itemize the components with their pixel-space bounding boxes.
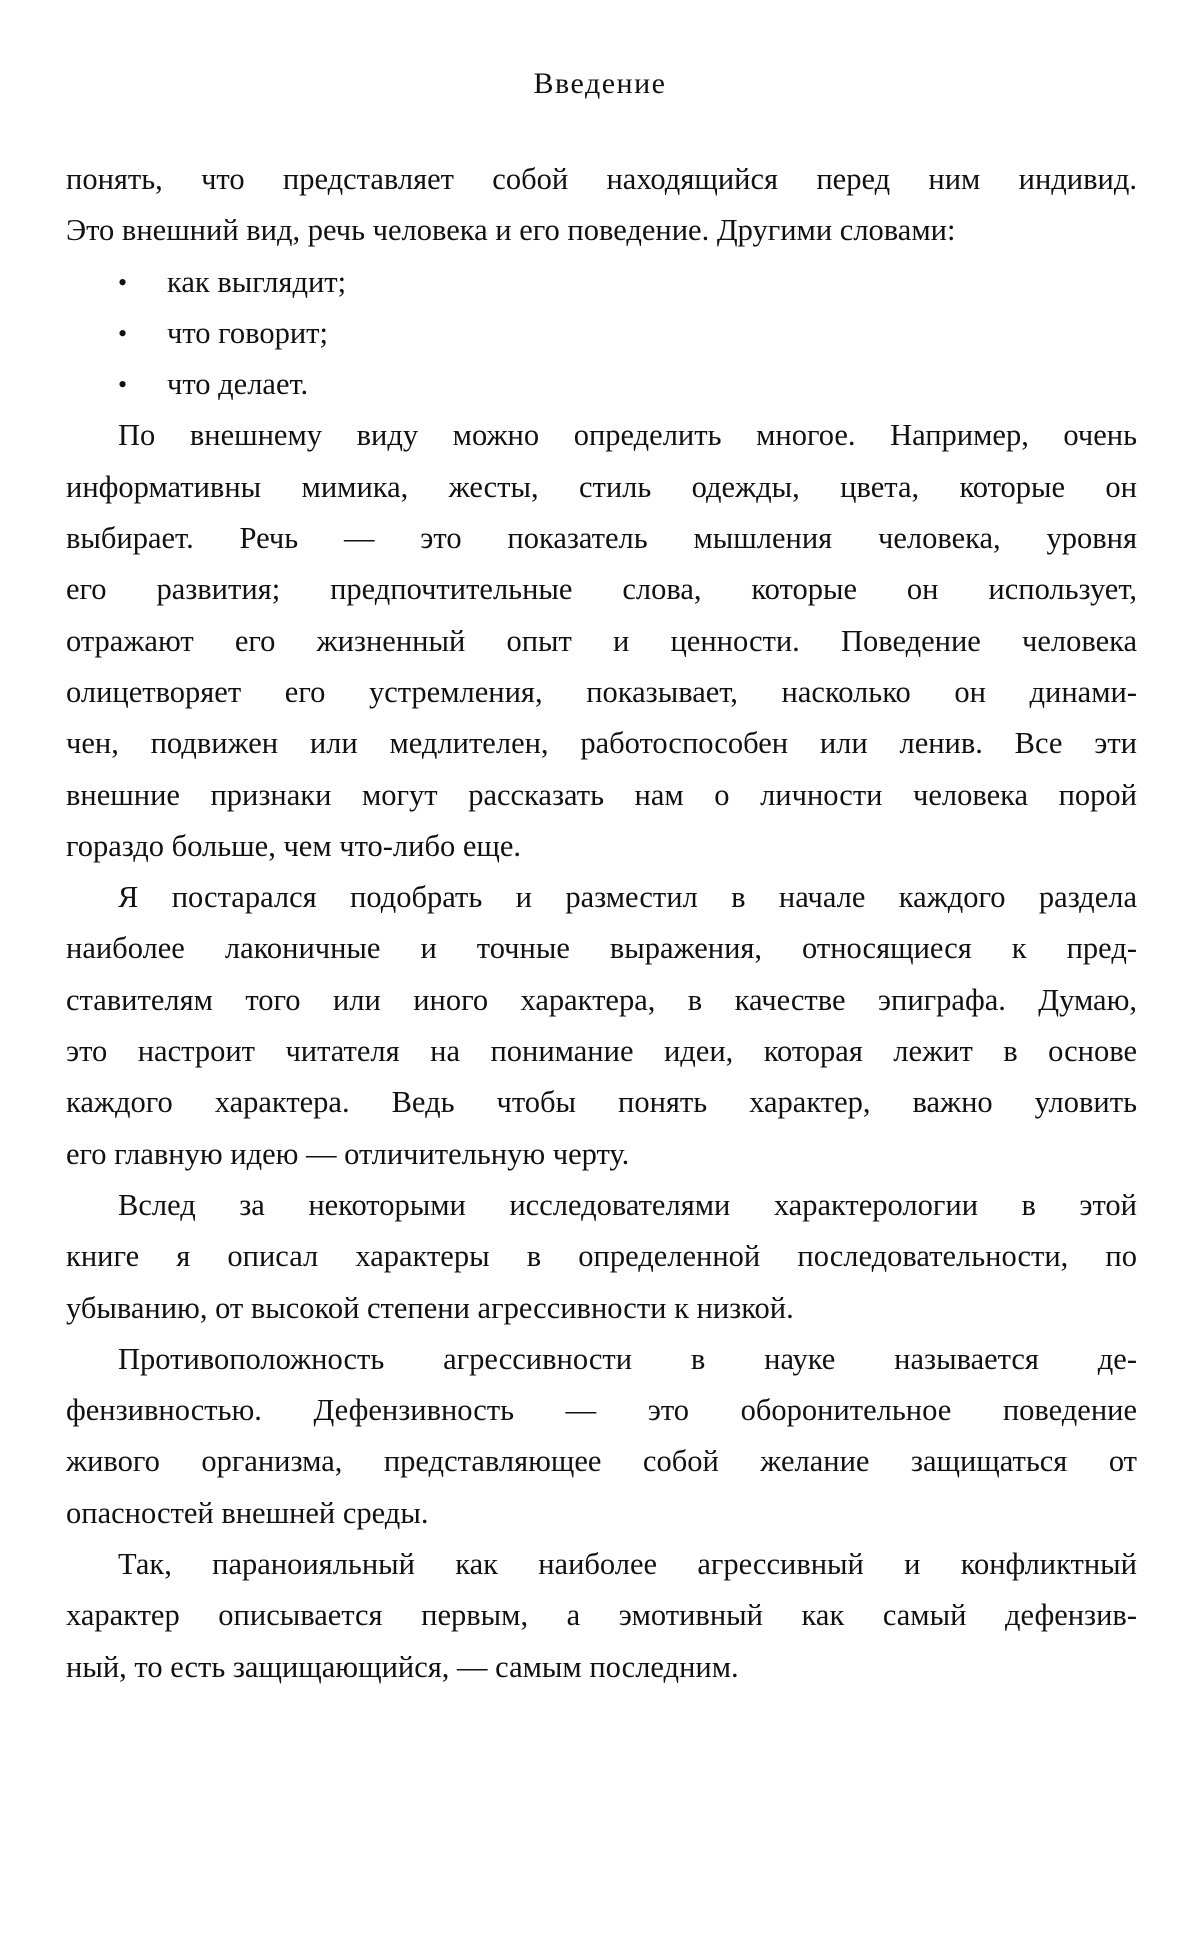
text-line: гораздо больше, чем что-либо еще. bbox=[66, 828, 522, 863]
list-item bbox=[66, 359, 1137, 410]
text-line: информативны мимика, жесты, стиль одежды, цвета, которые он bbox=[66, 469, 1137, 504]
text-line: каждого характера. Ведь чтобы понять характер, важно уловить bbox=[66, 1085, 1137, 1120]
text-line: опасностей внешней среды. bbox=[66, 1495, 429, 1530]
text-line: книге я описал характеры в определенной последовательности, по bbox=[66, 1239, 1137, 1274]
text-line: наиболее лаконичные и точные выражения, относящиеся к пред- bbox=[66, 931, 1137, 966]
text-line: его главную идею — отличительную черту. bbox=[66, 1136, 630, 1171]
text-line: олицетворяет его устремления, показывает, насколько он динами- bbox=[66, 674, 1137, 709]
text-line: это настроит читателя на понимание идеи, которая лежит в основе bbox=[66, 1034, 1137, 1069]
paragraph bbox=[66, 1334, 1137, 1539]
text-line: отражают его жизненный опыт и ценности. Поведение человека bbox=[66, 623, 1137, 658]
list-item-text: что говорит; bbox=[167, 315, 328, 350]
body-text bbox=[66, 154, 1137, 1693]
text-line: его развития; предпочтительные слова, которые он использует, bbox=[66, 572, 1137, 607]
bullet-list bbox=[66, 257, 1137, 411]
text-line: убыванию, от высокой степени агрессивности к низкой. bbox=[66, 1290, 794, 1325]
text-line: По внешнему виду можно определить многое. Например, очень bbox=[118, 418, 1137, 453]
text-line: Это внешний вид, речь человека и его поведение. Другими словами: bbox=[66, 213, 956, 248]
text-line: характер описывается первым, а эмотивный как самый дефензив- bbox=[66, 1598, 1137, 1633]
paragraph bbox=[66, 1180, 1137, 1334]
bullet-icon: • bbox=[118, 267, 128, 297]
list-item-text: что делает. bbox=[167, 367, 309, 402]
paragraph bbox=[66, 1539, 1137, 1693]
bullet-icon: • bbox=[118, 370, 128, 400]
text-line: Я постарался подобрать и разместил в начале каждого раздела bbox=[118, 880, 1137, 915]
list-item bbox=[66, 308, 1137, 359]
list-item bbox=[66, 257, 1137, 308]
text-line: ставителям того или иного характера, в качестве эпиграфа. Думаю, bbox=[66, 982, 1137, 1017]
text-line: Так, параноияльный как наиболее агрессивный и конфликтный bbox=[118, 1547, 1137, 1582]
text-line: Вслед за некоторыми исследователями характерологии в этой bbox=[118, 1187, 1137, 1222]
text-line: внешние признаки могут рассказать нам о личности человека порой bbox=[66, 777, 1137, 812]
paragraph bbox=[66, 154, 1137, 257]
bullet-icon: • bbox=[118, 318, 128, 348]
paragraph bbox=[66, 872, 1137, 1180]
text-line: понять, что представляет собой находящийся перед ним индивид. bbox=[66, 162, 1137, 196]
text-line: чен, подвижен или медлителен, работоспособен или ленив. Все эти bbox=[66, 726, 1137, 761]
paragraph bbox=[66, 410, 1137, 872]
text-line: Противоположность агрессивности в науке называется де- bbox=[118, 1341, 1137, 1376]
running-head: Введение bbox=[533, 67, 667, 100]
text-line: выбирает. Речь — это показатель мышления человека, уровня bbox=[66, 521, 1137, 556]
text-line: живого организма, представляющее собой желание защищаться от bbox=[66, 1444, 1137, 1479]
list-item-text: как выглядит; bbox=[167, 264, 347, 299]
text-line: ный, то есть защищающийся, — самым последним. bbox=[66, 1649, 739, 1684]
text-line: фензивностью. Дефензивность — это оборонительное поведение bbox=[66, 1393, 1137, 1428]
